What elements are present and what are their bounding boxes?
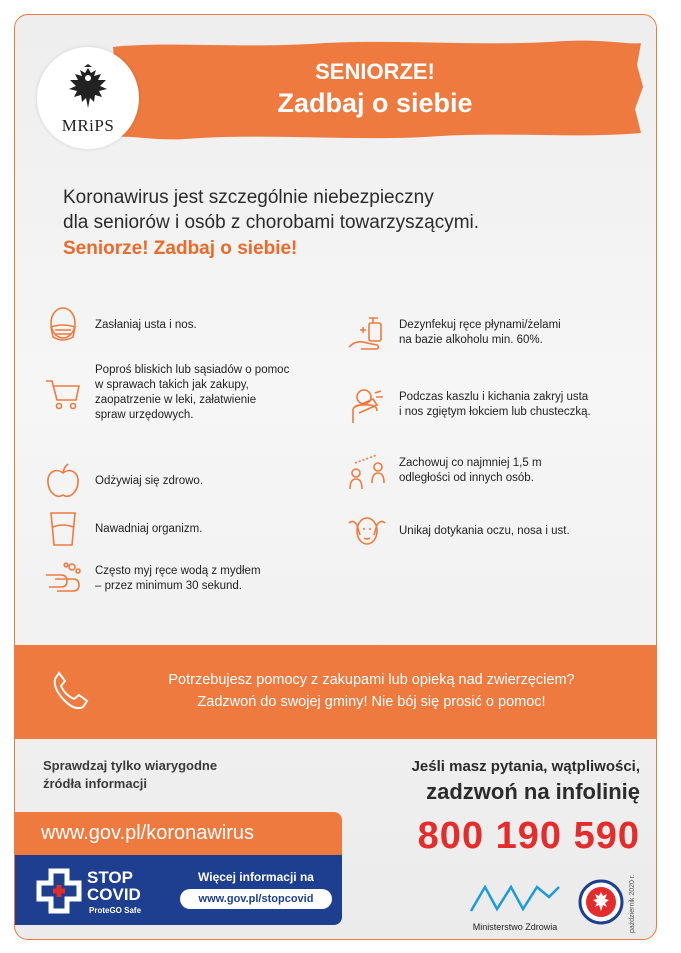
verify-sources bbox=[43, 757, 333, 793]
intro-text bbox=[63, 185, 643, 262]
intro-highlight: Seniorze! Zadbaj o siebie! bbox=[63, 238, 298, 259]
tip-item bbox=[347, 511, 570, 551]
questions-text bbox=[340, 757, 640, 807]
verify-line-1: Sprawdzaj tylko wiarygodne bbox=[43, 758, 218, 773]
logo-text: MRiPS bbox=[61, 116, 115, 135]
tip-text-line: Podczas kaszlu i kichania zakryj usta bbox=[399, 391, 589, 403]
tip-text-line: Dezynfekuj ręce płynami/żelami bbox=[399, 319, 561, 331]
tip-text-line: Zasłaniaj usta i nos. bbox=[95, 318, 197, 331]
tip-item bbox=[347, 313, 561, 353]
date-note: październik 2020 r. bbox=[629, 874, 636, 933]
apple-icon bbox=[43, 461, 83, 501]
stopcovid-link[interactable]: www.gov.pl/stopcovid bbox=[180, 889, 332, 909]
hand-sanitizer-icon bbox=[347, 313, 387, 353]
water-glass-icon bbox=[43, 509, 83, 549]
tip-text-line: spraw urzędowych. bbox=[95, 409, 194, 421]
tip-text-line: odległości od innych osób. bbox=[399, 472, 534, 484]
intro-line-2: dla seniorów i osób z chorobami towarzyszącymi. bbox=[63, 212, 480, 233]
mrips-logo bbox=[37, 47, 139, 149]
title-line-1: SENIORZE! bbox=[315, 59, 435, 84]
verify-line-2: źródła informacji bbox=[43, 776, 148, 791]
social-distance-icon bbox=[347, 451, 387, 491]
no-face-touch-icon bbox=[347, 511, 387, 551]
more-info-label: Więcej informacji na bbox=[198, 870, 314, 884]
tip-text-line: na bazie alkoholu min. 60%. bbox=[399, 334, 543, 346]
eagle-emblem-icon bbox=[65, 64, 111, 112]
sanepid-seal-icon bbox=[578, 879, 624, 925]
ministry-wave-icon bbox=[467, 881, 563, 915]
stop-covid-box bbox=[15, 855, 342, 925]
ministry-label: Ministerstwo Zdrowia bbox=[472, 922, 558, 932]
tip-text-line: – przez minimum 30 sekund. bbox=[95, 580, 243, 592]
tip-item bbox=[347, 451, 542, 491]
hotline-number[interactable]: 800 190 590 bbox=[417, 815, 640, 857]
protego-label: ProteGO Safe bbox=[89, 906, 142, 915]
tip-text-line: Zachowuj co najmniej 1,5 m bbox=[399, 457, 542, 469]
phone-icon bbox=[47, 667, 93, 713]
sneeze-elbow-icon bbox=[347, 385, 387, 425]
help-band bbox=[15, 645, 657, 739]
tip-text-line: zaopatrzenie w leki, załatwienie bbox=[95, 394, 257, 406]
hand-washing-icon bbox=[43, 559, 83, 599]
help-line-2: Zadzwoń do swojej gminy! Nie bój się prosić o pomoc! bbox=[197, 694, 546, 710]
tip-text-line: Często myj ręce wodą z mydłem bbox=[95, 565, 261, 577]
shopping-cart-icon bbox=[43, 373, 83, 413]
title-banner bbox=[105, 35, 645, 143]
tip-item bbox=[43, 363, 289, 423]
intro-line-1: Koronawirus jest szczególnie niebezpieczny bbox=[63, 187, 434, 208]
tip-item bbox=[43, 559, 261, 599]
poster bbox=[14, 14, 657, 940]
title-line-2: Zadbaj o siebie bbox=[277, 88, 473, 118]
tip-text-line: w sprawach takich jak zakupy, bbox=[95, 379, 249, 391]
ministry-logo bbox=[467, 881, 563, 933]
stop-covid-line-1: STOP bbox=[87, 868, 133, 887]
tip-item bbox=[43, 305, 197, 345]
tip-text-line: Poproś bliskich lub sąsiadów o pomoc bbox=[95, 364, 290, 376]
tip-text-line: Unikaj dotykania oczu, nosa i ust. bbox=[399, 524, 570, 537]
medical-cross-icon bbox=[35, 867, 83, 915]
tip-item bbox=[43, 509, 202, 549]
face-mask-icon bbox=[43, 305, 83, 345]
questions-line-1: Jeśli masz pytania, wątpliwości, bbox=[411, 758, 640, 775]
tip-text-line: Odżywiaj się zdrowo. bbox=[95, 474, 204, 487]
help-line-1: Potrzebujesz pomocy z zakupami lub opieką nad zwierzęciem? bbox=[168, 672, 575, 688]
tip-item bbox=[43, 461, 203, 501]
tip-item bbox=[347, 385, 591, 425]
stop-covid-line-2: COVID bbox=[87, 885, 141, 904]
tip-text-line: i nos zgiętym łokciem lub chusteczką. bbox=[399, 406, 591, 418]
questions-line-2: zadzwoń na infolinię bbox=[426, 779, 640, 804]
gov-link[interactable]: www.gov.pl/koronawirus bbox=[15, 812, 342, 855]
tip-text-line: Nawadniaj organizm. bbox=[95, 522, 203, 535]
